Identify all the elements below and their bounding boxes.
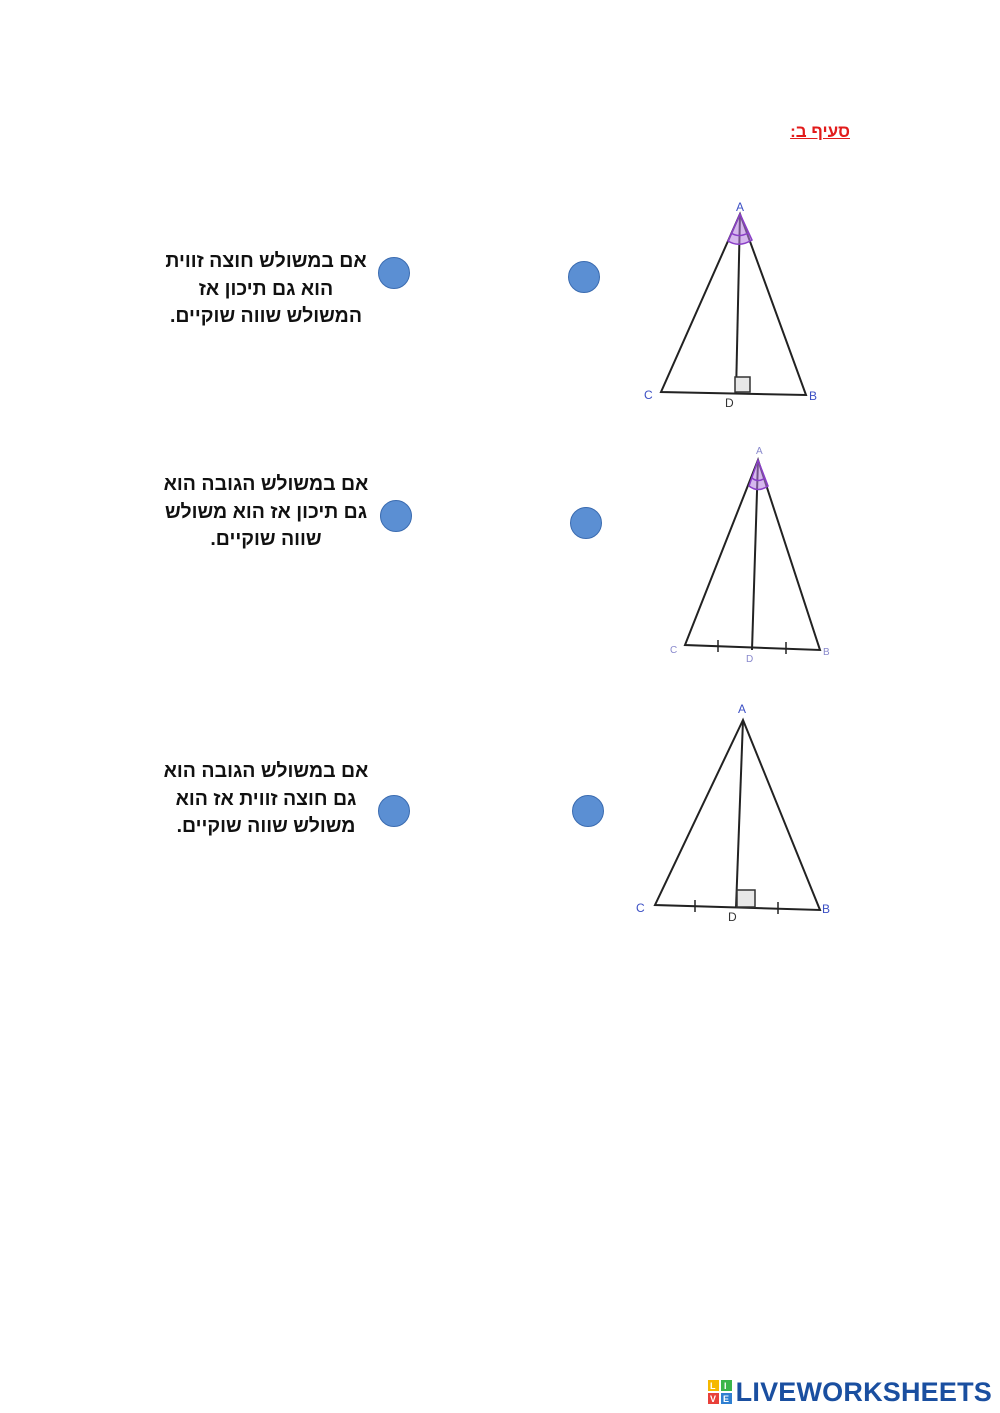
statement-2: אם במשולש הגובה הוא גם תיכון אז הוא משולש שווה שוקיים.	[163, 473, 369, 550]
statement-1: אם במשולש חוצה זווית הוא גם תיכון אז המשולש שווה שוקיים.	[165, 250, 367, 327]
vertex-d-label: D	[725, 396, 734, 410]
vertex-a-label: A	[756, 446, 763, 457]
vertex-a-label: A	[736, 200, 745, 214]
figure-triangle-1	[636, 196, 826, 416]
match-dot-right-2[interactable]	[570, 507, 602, 539]
svg-text:I: I	[723, 1381, 727, 1391]
vertex-d-label: D	[746, 654, 754, 665]
match-dot-right-1[interactable]	[568, 261, 600, 293]
svg-text:V: V	[709, 1394, 716, 1404]
brand-name: LIVEWORKSHEETS	[735, 1376, 992, 1407]
vertex-b-label: B	[822, 902, 831, 916]
vertex-c-label: C	[644, 388, 653, 402]
svg-text:L: L	[709, 1381, 716, 1391]
liveworksheets-logo	[708, 1377, 992, 1407]
svg-text:E: E	[722, 1394, 729, 1404]
vertex-b-label: B	[823, 647, 830, 658]
section-title: סעיף ב:	[790, 122, 850, 141]
match-dot-right-3[interactable]	[572, 795, 604, 827]
match-dot-left-3[interactable]	[378, 795, 410, 827]
vertex-b-label: B	[809, 389, 818, 403]
statement-3: אם במשולש הגובה הוא גם חוצה זווית אז הוא משולש שווה שוקיים.	[163, 760, 369, 837]
figure-triangle-2	[660, 440, 840, 665]
liveworksheets-logo-icon	[708, 1380, 732, 1404]
match-dot-left-1[interactable]	[378, 257, 410, 289]
vertex-a-label: A	[738, 702, 747, 716]
vertex-c-label: C	[670, 645, 678, 656]
figure-triangle-3	[630, 698, 842, 923]
vertex-c-label: C	[636, 901, 645, 915]
match-dot-left-2[interactable]	[380, 500, 412, 532]
vertex-d-label: D	[728, 910, 737, 923]
